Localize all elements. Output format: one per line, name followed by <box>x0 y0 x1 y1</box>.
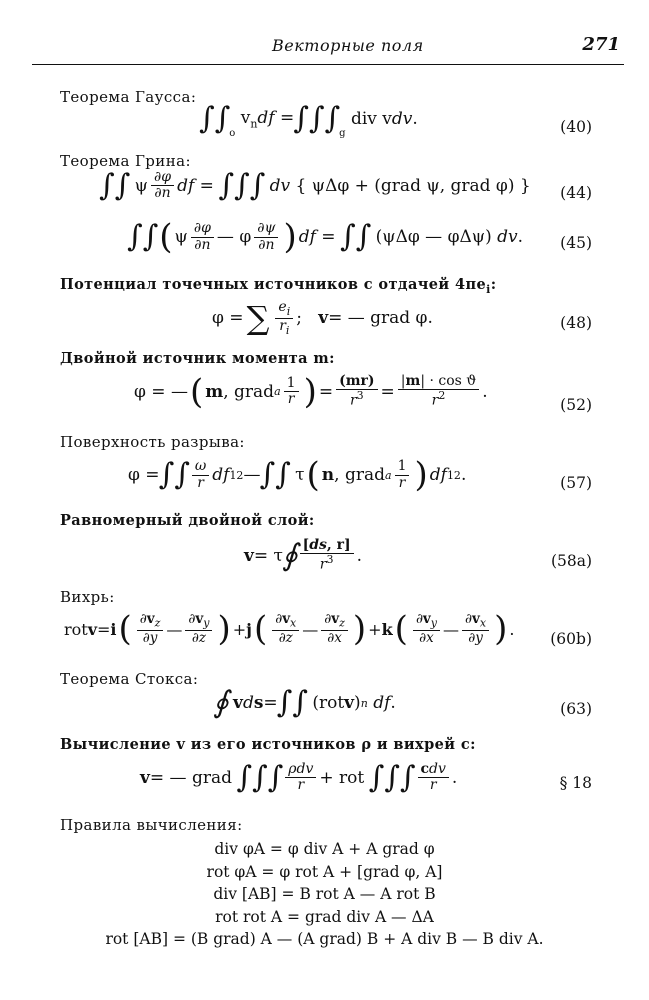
stokes-theorem-label: Теорема Стокса: <box>60 670 199 688</box>
page-header <box>32 30 624 65</box>
equation-number-57: (57) <box>560 474 592 492</box>
double-layer-equation: v = τ ∮ $\frac{[ds, r]}{r^3}$ . <box>244 537 363 574</box>
rule-div-ab: div [AB] = B rot A — A rot B <box>213 885 436 903</box>
calculation-rules <box>0 838 649 951</box>
point-sources-subscript: i <box>486 282 491 296</box>
green-equation-44: ∫∫ ψ $\frac{\partial\varphi}{\partial n}$ df = ∫∫∫ dv { ψΔφ + (grad ψ, grad φ) } <box>99 167 531 203</box>
discontinuity-surface-label: Поверхность разрыва: <box>60 433 245 451</box>
calculation-rules-label: Правила вычисления: <box>60 816 243 834</box>
equation-number-48: (48) <box>560 314 592 332</box>
rule-rot-phi-a: rot φA = φ rot A + [grad φ, A] <box>206 862 443 881</box>
field-from-sources-equation: v = — grad ∫∫∫ $\frac{\text{ρdv}}{r}$ + rot ∫∫∫ $\frac{\text{cdv}}{r}$ . <box>140 759 458 795</box>
double-layer-label: Равномерный двойной слой: <box>60 512 315 529</box>
equation-number-58a: (58a) <box>550 552 592 570</box>
dipole-equation: φ = — ( m , grad a $\frac{1}{r}$ ) = $\frac{(mr)}{r^3}$ = $\frac{\text{|m| · cos ϑ}}{r^2}$ . <box>134 371 488 412</box>
field-from-sources-label: Вычисление v из его источников ρ и вихрей c: <box>60 736 476 753</box>
curl-label: Вихрь: <box>60 588 115 606</box>
gauss-theorem-label: Теорема Гаусса: <box>60 88 197 106</box>
rule-rot-ab: rot [AB] = (B grad) A — (A grad) B + A div B — B div A. <box>105 930 544 948</box>
rule-div-phi-a: div φA = φ div A + A grad φ <box>214 840 435 858</box>
point-sources-colon: : <box>490 276 497 293</box>
gauss-equation: ∫∫ o $v_ndf$ = ∫∫∫ g div vdv. <box>199 101 418 139</box>
stokes-equation: ∮ v d s = ∫∫ (rot v ) n df . <box>213 685 396 720</box>
dipole-label: Двойной источник момента m: <box>60 350 335 367</box>
point-sources-equation: φ = ∑ $\frac{e_i}{r_i}$ ; v = — grad φ. <box>212 299 433 338</box>
discontinuity-equation: φ = ∫∫ $\frac{\omega}{r}$ df 12 — ∫∫ τ ( n , grad a $\frac{1}{r}$ ) df 12 . <box>128 455 467 495</box>
page-number: 271 <box>582 34 620 55</box>
equation-number-63: (63) <box>560 700 592 718</box>
green-theorem-label: Теорема Грина: <box>60 152 191 170</box>
equation-number-45: (45) <box>560 234 592 252</box>
section-reference-18: § 18 <box>559 774 592 792</box>
curl-equation: rot v = i ( $\frac{\partial v_z}{\partial y}$ — $\frac{\partial v_y}{\partial z}$ ) + j ( $\frac{\partial v_x}{\partial z}$ — $\frac{\partial v_z}{\partial x}$ ) + k ( $\frac{\partial v_y}{\partial x}$ — $\frac{\partial v_x}{\partial y}$ ) . <box>64 609 515 649</box>
equation-number-60b: (60b) <box>550 630 592 648</box>
rule-rot-rot-a: rot rot A = grad div A — ΔA <box>215 907 434 926</box>
equation-number-40: (40) <box>560 118 592 136</box>
green-equation-45: ∫∫ ( ψ $\frac{\partial\varphi}{\partial n}$ — φ $\frac{\partial\psi}{\partial n}$ ) df = ∫∫ (ψΔφ — φΔψ) dv . <box>127 217 524 257</box>
equation-number-52: (52) <box>560 396 592 414</box>
point-sources-label <box>60 276 496 296</box>
point-sources-text: Потенциал точечных источников с отдачей 4πe <box>60 276 487 293</box>
equation-number-44: (44) <box>560 184 592 202</box>
running-title: Векторные поля <box>272 36 424 55</box>
